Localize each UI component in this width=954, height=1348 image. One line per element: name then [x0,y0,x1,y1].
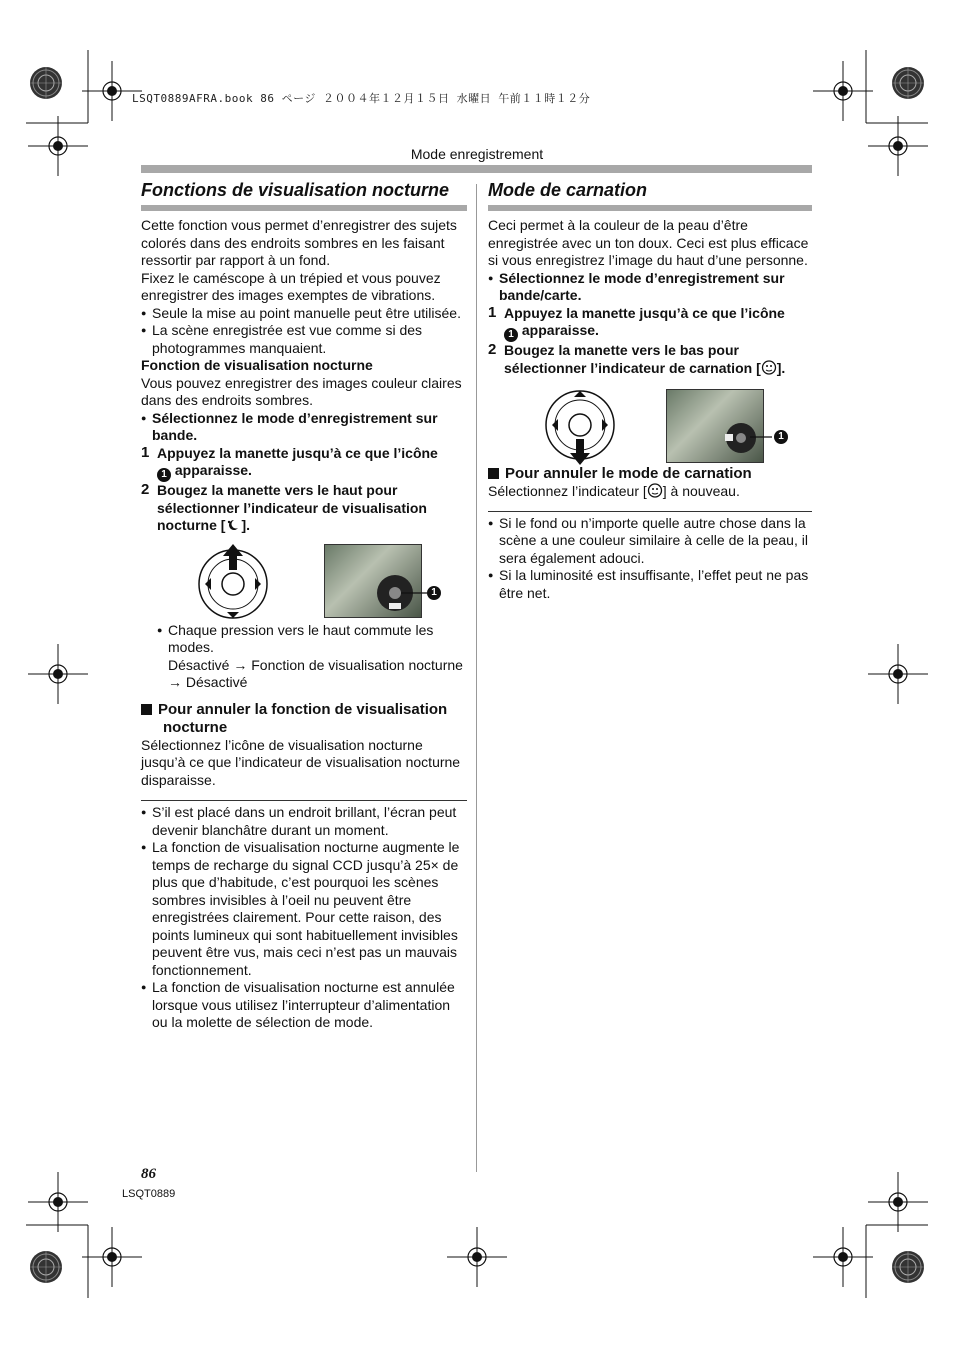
step-2 [141,482,467,535]
step-1-text: Appuyez la manette jusqu’à ce que l’icône [504,304,785,321]
night-view-subtext: Vous pouvez enregistrer des images couleur claires dans des endroits sombres. [141,374,462,408]
step-number: 1 [488,303,497,321]
callout-1-icon: 1 [157,468,171,482]
step-1 [488,305,812,343]
callout-1-icon: 1 [427,586,441,600]
list-item: ● Seule la mise au point manuelle peut être utilisée. [141,305,467,323]
skin-tone-intro: Ceci permet à la couleur de la peau d’être enregistrée avec un ton doux. Ceci est plus efficace si vous enregistrez l’image du haut d’une personne. [488,217,809,268]
select-mode-instruction: ● Sélectionnez le mode d’enregistrement sur bande. [141,410,467,445]
step-2-text-end: ]. [776,359,786,376]
list-item: ● Si la luminosité est insuffisante, l’effet peut ne pas être net. [488,567,812,602]
night-view-screen-image [324,544,422,618]
step-2-text: Bougez la manette vers le haut pour sélectionner l’indicateur de visualisation nocturne [ [157,482,427,533]
cancel-text-end: ] à nouveau. [662,483,740,499]
step-2-text-end: ]. [241,517,251,533]
step-number: 2 [141,481,150,498]
list-item: ● Si le fond ou n’importe quelle autre chose dans la scène a une couleur similaire à celle de la peau, il sera également adouci. [488,515,812,568]
step-2-text: Bougez la manette vers le bas pour sélectionner l’indicateur de carnation [ [504,342,761,376]
night-view-icon [225,518,241,532]
step-1 [141,445,467,483]
step-number: 2 [488,341,497,358]
skin-tone-icon [647,483,663,498]
step-1-text-end: apparaisse. [174,462,252,478]
print-file-info: LSQT0889AFRA.book 86 ページ ２００４年１２月１５日 水曜日 午前１１時１２分 [132,92,591,105]
column-divider [476,184,477,1172]
skin-tone-title: Mode de carnation [488,178,812,211]
night-view-intro: Cette fonction vous permet d’enregistrer des sujets colorés dans des endroits sombres en les faisant ressortir par rapport à un fond. [141,217,457,268]
night-view-title: Fonctions de visualisation nocturne [141,178,467,211]
list-item: ● Chaque pression vers le haut commute les modes. [157,622,467,657]
callout-line-icon [401,584,451,604]
cancel-title-text: Pour annuler le mode de carnation [505,465,752,482]
callout-1-icon: 1 [774,430,788,444]
select-mode-instruction: ● Sélectionnez le mode d’enregistrement sur bande/carte. [488,270,812,305]
night-view-subtitle: Fonction de visualisation nocturne [141,357,373,373]
step-number: 1 [141,443,150,461]
step-1-text: Appuyez la manette jusqu’à ce que l’icône [157,444,438,461]
model-code: LSQT0889 [122,1188,176,1200]
step-2 [488,342,812,377]
skin-tone-illustration [488,389,812,469]
cancel-night-view-title [141,701,467,737]
right-column [488,178,812,602]
cancel-title-text: Pour annuler la fonction de visualisation nocturne [158,700,448,736]
list-item: ● La fonction de visualisation nocturne augmente le temps de recharge du signal CCD jusqu’à 25× de plus que d’habitude, c’est pourquoi les scènes sombres invisibles à l’oeil nu peuvent être enregistrées clairement. Pour cette raison, des points lumineux qui sont habituellement invisibles peuvent être vus, mais ceci n’est pas un mauvais fonctionnement. [141,839,467,979]
joystick-up-icon [197,544,269,620]
square-bullet-icon [488,468,499,479]
skin-tone-screen-image [666,389,764,463]
joystick-down-icon [544,389,616,465]
square-bullet-icon [141,704,152,715]
skin-tone-icon [761,360,777,375]
night-view-intro-2: Fixez le caméscope à un trépied et vous pouvez enregistrer des images exemptes de vibrations. [141,269,441,303]
list-item: ● S’il est placé dans un endroit brillant, l’écran peut devenir blanchâtre durant un moment. [141,804,467,839]
page-number: 86 [141,1166,156,1182]
callout-1-icon: 1 [504,328,518,342]
list-item: ● La fonction de visualisation nocturne est annulée lorsque vous utilisez l’interrupteur d’alimentation ou la molette de sélection de mode. [141,979,467,1032]
list-item: ● La scène enregistrée est vue comme si des photogrammes manquaient. [141,322,467,357]
section-label: Mode enregistrement [410,146,544,162]
night-view-illustration [141,544,467,622]
mode-cycle: Désactivé → Fonction de visualisation nocturne → Désactivé [168,656,463,690]
left-column [141,178,467,1032]
cancel-text-start: Sélectionnez l’indicateur [ [488,483,647,499]
step-1-text-end: apparaisse. [521,322,599,338]
cancel-skin-tone-text [488,483,812,501]
cancel-night-view-text: Sélectionnez l’icône de visualisation nocturne jusqu’à ce que l’indicateur de visualisation nocturne disparaisse. [141,736,461,788]
header-bar [141,165,812,173]
